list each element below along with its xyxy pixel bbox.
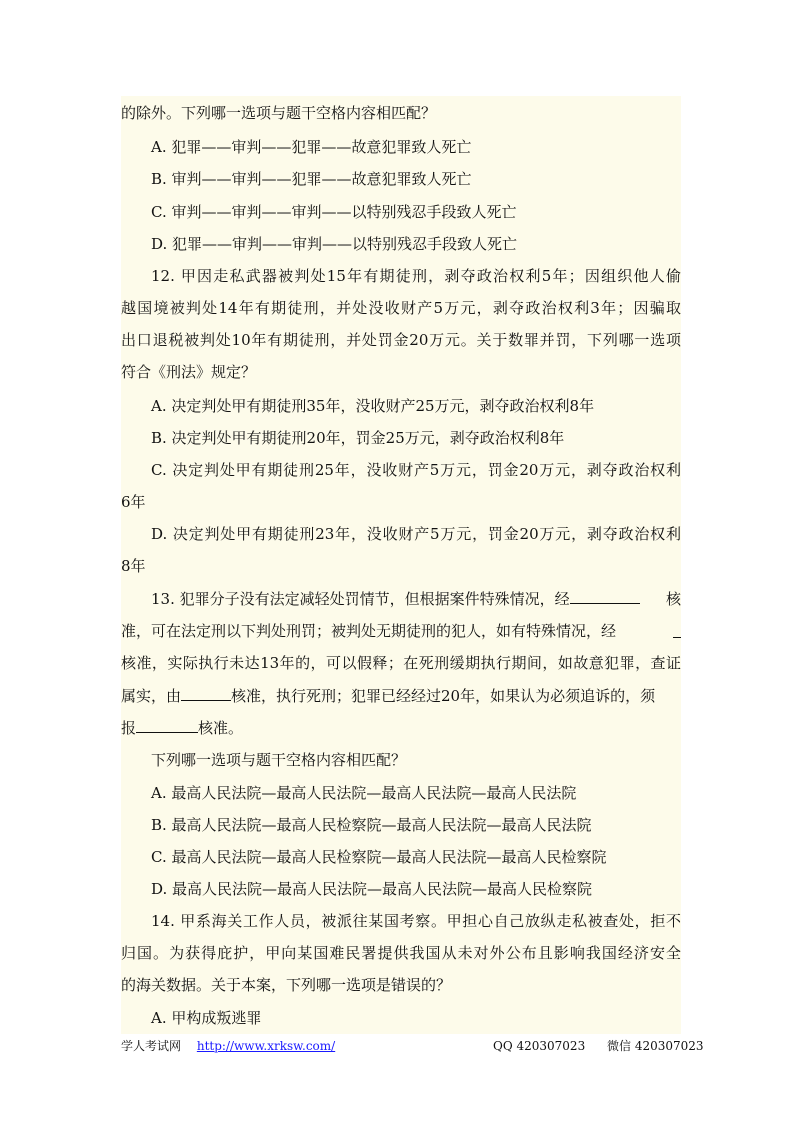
option-c: C. 审判——审判——审判——以特别残忍手段致人死亡 (151, 203, 517, 221)
question-14-line: 14. 甲系海关工作人员，被派往某国考察。甲担心自己放纵走私被查处，拒不 (151, 912, 681, 930)
question-13-line (121, 589, 681, 609)
question-text: 准，可在法定刑以下判处刑罚；被判处无期徒刑的犯人，如有特殊情况，经 (121, 622, 617, 640)
question-text: 核准。 (198, 719, 244, 737)
option-a: A. 决定判处甲有期徒刑35年，没收财产25万元，剥夺政治权利8年 (151, 397, 595, 415)
option-b: B. 审判——审判——犯罪——故意犯罪致人死亡 (151, 170, 472, 188)
option-d: D. 最高人民法院—最高人民法院—最高人民法院—最高人民检察院 (151, 880, 593, 898)
question-14-line: 归国。为获得庇护，甲向某国难民署提供我国从未对外公布且影响我国经济安全 (121, 944, 681, 962)
option-b: B. 决定判处甲有期徒刑20年，罚金25万元，剥夺政治权利8年 (151, 429, 565, 447)
question-14-line: 的海关数据。关于本案，下列哪一选项是错误的？ (121, 976, 452, 994)
question-12-line: 12. 甲因走私武器被判处15年有期徒刑，剥夺政治权利5年；因组织他人偷 (151, 267, 681, 285)
fill-blank (570, 589, 640, 604)
question-text: 报 (121, 719, 137, 737)
text-line: 的除外。下列哪一选项与题干空格内容相匹配？ (121, 104, 437, 122)
footer-qq: QQ 420307023 (493, 1039, 586, 1053)
option-a: A. 甲构成叛逃罪 (151, 1009, 262, 1027)
footer-wechat: 微信 420307023 (607, 1039, 704, 1053)
fill-blank (136, 718, 198, 733)
question-12-line: 越国境被判处14年有期徒刑，并处没收财产5万元，剥夺政治权利3年；因骗取 (121, 299, 681, 317)
option-d: D. 犯罪——审判——审判——以特别残忍手段致人死亡 (151, 235, 518, 253)
footer-site-name: 学人考试网 (121, 1039, 182, 1053)
footer-link[interactable]: http://www.xrksw.com/ (196, 1039, 336, 1053)
question-text: 属实，由 (121, 687, 182, 705)
question-12-line: 出口退税被判处10年有期徒刑，并处罚金20万元。关于数罪并罚，下列哪一选项 (121, 331, 681, 349)
question-text: 核 (665, 590, 681, 608)
question-12-line: 符合《刑法》规定？ (121, 363, 257, 381)
option-c: C. 决定判处甲有期徒刑25年，没收财产5万元，罚金20万元，剥夺政治权利 (151, 461, 681, 479)
question-13-line: 下列哪一选项与题干空格内容相匹配？ (151, 751, 407, 769)
question-13-line (121, 718, 681, 738)
option-a: A. 犯罪——审判——犯罪——故意犯罪致人死亡 (151, 138, 472, 156)
question-13-line (121, 621, 681, 641)
option-c: C. 最高人民法院—最高人民检察院—最高人民法院—最高人民检察院 (151, 848, 607, 866)
footer-right (493, 1038, 704, 1054)
question-13-line: 核准，实际执行未达13年的，可以假释；在死刑缓期执行期间，如故意犯罪，查证 (121, 654, 681, 672)
fill-blank (181, 686, 231, 701)
fill-blank (673, 623, 681, 638)
option-b: B. 最高人民法院—最高人民检察院—最高人民法院—最高人民法院 (151, 816, 592, 834)
option-c-cont: 6年 (121, 493, 146, 511)
option-d: D. 决定判处甲有期徒刑23年，没收财产5万元，罚金20万元，剥夺政治权利 (151, 525, 681, 543)
footer-left (121, 1038, 335, 1054)
question-text: 核准，执行死刑；犯罪已经经过20年，如果认为必须追诉的，须 (231, 687, 656, 705)
option-d-cont: 8年 (121, 557, 146, 575)
option-a: A. 最高人民法院—最高人民法院—最高人民法院—最高人民法院 (151, 784, 577, 802)
question-text: 13. 犯罪分子没有法定减轻处罚情节，但根据案件特殊情况，经 (151, 590, 570, 608)
question-13-line (121, 686, 681, 706)
